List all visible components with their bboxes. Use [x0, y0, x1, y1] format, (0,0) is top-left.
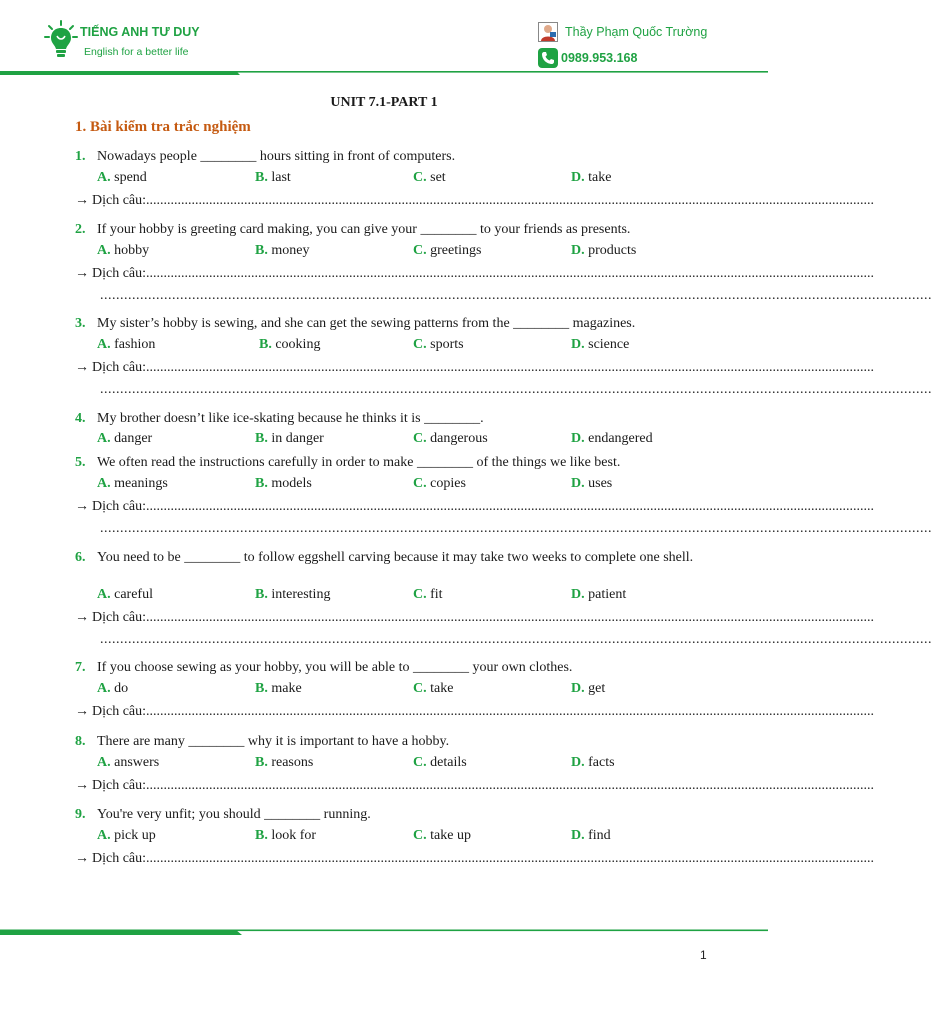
translation-label: Dịch câu:	[92, 266, 147, 281]
teacher-name: Thầy Phạm Quốc Trường	[565, 25, 708, 39]
option-letter: B.	[255, 431, 268, 446]
option-d	[571, 170, 611, 186]
option-letter: D.	[571, 337, 585, 352]
option-text: set	[430, 170, 446, 185]
option-text: dangerous	[430, 431, 488, 446]
answer-dots-line: ................................................................................................................................................................................................................	[100, 632, 932, 647]
option-text: make	[271, 681, 302, 696]
question-number: 2.	[75, 222, 86, 237]
option-text: facts	[588, 755, 615, 770]
translation-label: Dịch câu:	[92, 704, 147, 719]
translation-label: Dịch câu:	[92, 499, 147, 514]
option-c	[413, 828, 471, 844]
option-letter: A.	[97, 828, 111, 843]
option-letter: C.	[413, 431, 427, 446]
option-text: copies	[430, 476, 466, 491]
option-letter: D.	[571, 681, 585, 696]
option-letter: B.	[255, 755, 268, 770]
option-letter: C.	[413, 337, 427, 352]
option-d	[571, 476, 612, 492]
option-d	[571, 587, 626, 603]
option-text: careful	[114, 587, 153, 602]
answer-dots-line: ................................................................................................................................................................................................................	[100, 288, 932, 303]
arrow-right-icon: →	[75, 193, 89, 208]
option-a	[97, 755, 159, 771]
lightbulb-logo-icon	[44, 20, 78, 60]
answer-dots-line: ................................................................................................................................................................................................................	[100, 521, 932, 536]
answer-dots: ................................................................................................................................................................................................................	[146, 778, 875, 793]
option-text: find	[588, 828, 611, 843]
option-letter: B.	[255, 828, 268, 843]
option-c	[413, 170, 446, 186]
option-text: meanings	[114, 476, 168, 491]
answer-dots: ................................................................................................................................................................................................................	[146, 499, 875, 514]
question-number: 9.	[75, 807, 86, 822]
option-letter: D.	[571, 476, 585, 491]
translation-label: Dịch câu:	[92, 360, 147, 375]
option-c	[413, 431, 488, 447]
answer-dots: ................................................................................................................................................................................................................	[146, 704, 875, 719]
question-text: You're very unfit; you should ________ running.	[97, 807, 371, 822]
arrow-right-icon: →	[75, 360, 89, 375]
arrow-right-icon: →	[75, 610, 89, 625]
option-letter: A.	[97, 243, 111, 258]
option-letter: C.	[413, 828, 427, 843]
option-letter: C.	[413, 681, 427, 696]
option-letter: A.	[97, 476, 111, 491]
answer-dots: ................................................................................................................................................................................................................	[146, 610, 875, 625]
option-text: patient	[588, 587, 627, 602]
question-number: 1.	[75, 149, 86, 164]
teacher-avatar-icon	[538, 22, 558, 42]
option-c	[413, 243, 481, 259]
option-text: get	[588, 681, 606, 696]
question-number: 7.	[75, 660, 86, 675]
option-text: reasons	[271, 755, 314, 770]
option-text: uses	[588, 476, 613, 491]
option-letter: D.	[571, 587, 585, 602]
header-divider	[0, 71, 768, 75]
option-b	[255, 755, 313, 771]
option-b	[255, 828, 316, 844]
option-letter: A.	[97, 755, 111, 770]
option-text: endangered	[588, 431, 653, 446]
translation-line	[75, 193, 875, 209]
option-text: details	[430, 755, 467, 770]
phone-number: 0989.953.168	[561, 51, 638, 65]
question-text: My sister’s hobby is sewing, and she can get the sewing patterns from the ________ magazines.	[97, 316, 636, 331]
option-text: cooking	[275, 337, 321, 352]
option-letter: C.	[413, 170, 427, 185]
option-d	[571, 243, 636, 259]
phone-icon	[538, 48, 558, 68]
option-letter: B.	[255, 243, 268, 258]
option-text: in danger	[271, 431, 324, 446]
question-text: We often read the instructions carefully in order to make ________ of the things we like best.	[97, 455, 621, 470]
option-a	[97, 170, 147, 186]
option-text: fashion	[114, 337, 156, 352]
page-title: UNIT 7.1-PART 1	[330, 95, 438, 110]
footer-divider	[0, 928, 768, 935]
option-letter: A.	[97, 681, 111, 696]
answer-dots: ................................................................................................................................................................................................................	[146, 360, 875, 375]
brand-name: TIẾNG ANH TƯ DUY	[80, 25, 200, 39]
option-letter: D.	[571, 828, 585, 843]
arrow-right-icon: →	[75, 266, 89, 281]
option-a	[97, 243, 149, 259]
option-letter: C.	[413, 755, 427, 770]
option-c	[413, 337, 464, 353]
option-c	[413, 681, 453, 697]
translation-line	[75, 778, 875, 794]
option-letter: B.	[255, 587, 268, 602]
option-text: spend	[114, 170, 147, 185]
question-text: My brother doesn’t like ice-skating because he thinks it is ________.	[97, 411, 484, 426]
option-letter: B.	[255, 476, 268, 491]
translation-line	[75, 704, 875, 720]
option-b	[255, 476, 312, 492]
option-c	[413, 476, 466, 492]
option-letter: A.	[97, 337, 111, 352]
translation-line	[75, 266, 875, 282]
option-text: money	[271, 243, 310, 258]
option-text: look for	[271, 828, 317, 843]
option-a	[97, 431, 152, 447]
question-number: 8.	[75, 734, 86, 749]
option-d	[571, 431, 653, 447]
option-letter: B.	[259, 337, 272, 352]
arrow-right-icon: →	[75, 704, 89, 719]
translation-label: Dịch câu:	[92, 193, 147, 208]
option-a	[97, 828, 156, 844]
option-b	[255, 431, 324, 447]
page-number: 1	[700, 948, 707, 962]
option-text: products	[588, 243, 637, 258]
option-text: danger	[114, 431, 153, 446]
answer-dots-line: ................................................................................................................................................................................................................	[100, 382, 932, 397]
option-text: answers	[114, 755, 160, 770]
option-text: fit	[430, 587, 443, 602]
question-number: 3.	[75, 316, 86, 331]
answer-dots: ................................................................................................................................................................................................................	[146, 193, 875, 208]
option-d	[571, 337, 629, 353]
option-c	[413, 755, 467, 771]
option-letter: A.	[97, 431, 111, 446]
question-number: 5.	[75, 455, 86, 470]
page-header	[0, 0, 768, 80]
option-b	[255, 243, 309, 259]
question-text: If your hobby is greeting card making, you can give your ________ to your friends as presents.	[97, 222, 631, 237]
option-text: greetings	[430, 243, 482, 258]
option-b	[259, 337, 320, 353]
brand-tagline: English for a better life	[84, 46, 189, 58]
option-letter: D.	[571, 170, 585, 185]
option-d	[571, 828, 611, 844]
question-text: If you choose sewing as your hobby, you will be able to ________ your own clothes.	[97, 660, 573, 675]
answer-dots: ................................................................................................................................................................................................................	[146, 851, 875, 866]
option-letter: C.	[413, 476, 427, 491]
question-number: 4.	[75, 411, 86, 426]
option-letter: D.	[571, 243, 585, 258]
question-number: 6.	[75, 550, 86, 565]
option-letter: B.	[255, 170, 268, 185]
option-text: take up	[430, 828, 471, 843]
question-text: You need to be ________ to follow eggshell carving because it may take two weeks to complete one shell.	[97, 550, 694, 565]
arrow-right-icon: →	[75, 851, 89, 866]
option-b	[255, 170, 291, 186]
option-text: sports	[430, 337, 464, 352]
option-a	[97, 337, 155, 353]
option-text: models	[271, 476, 312, 491]
option-b	[255, 587, 330, 603]
option-text: take	[588, 170, 612, 185]
translation-line	[75, 499, 875, 515]
translation-label: Dịch câu:	[92, 610, 147, 625]
translation-line	[75, 610, 875, 626]
question-text: There are many ________ why it is important to have a hobby.	[97, 734, 450, 749]
option-d	[571, 681, 605, 697]
option-c	[413, 587, 443, 603]
translation-line	[75, 851, 875, 867]
option-letter: D.	[571, 755, 585, 770]
option-letter: C.	[413, 587, 427, 602]
option-a	[97, 681, 128, 697]
option-text: hobby	[114, 243, 150, 258]
question-text: Nowadays people ________ hours sitting in front of computers.	[97, 149, 456, 164]
option-text: do	[114, 681, 129, 696]
option-text: last	[271, 170, 291, 185]
option-a	[97, 587, 153, 603]
option-letter: C.	[413, 243, 427, 258]
option-a	[97, 476, 168, 492]
translation-label: Dịch câu:	[92, 778, 147, 793]
translation-label: Dịch câu:	[92, 851, 147, 866]
option-text: science	[588, 337, 630, 352]
translation-line	[75, 360, 875, 376]
option-letter: A.	[97, 170, 111, 185]
arrow-right-icon: →	[75, 778, 89, 793]
option-text: interesting	[271, 587, 331, 602]
option-letter: D.	[571, 431, 585, 446]
arrow-right-icon: →	[75, 499, 89, 514]
option-text: pick up	[114, 828, 156, 843]
answer-dots: ................................................................................................................................................................................................................	[146, 266, 875, 281]
option-letter: B.	[255, 681, 268, 696]
option-text: take	[430, 681, 454, 696]
section-heading: 1. Bài kiểm tra trắc nghiệm	[75, 119, 251, 135]
option-letter: A.	[97, 587, 111, 602]
option-d	[571, 755, 615, 771]
option-b	[255, 681, 302, 697]
